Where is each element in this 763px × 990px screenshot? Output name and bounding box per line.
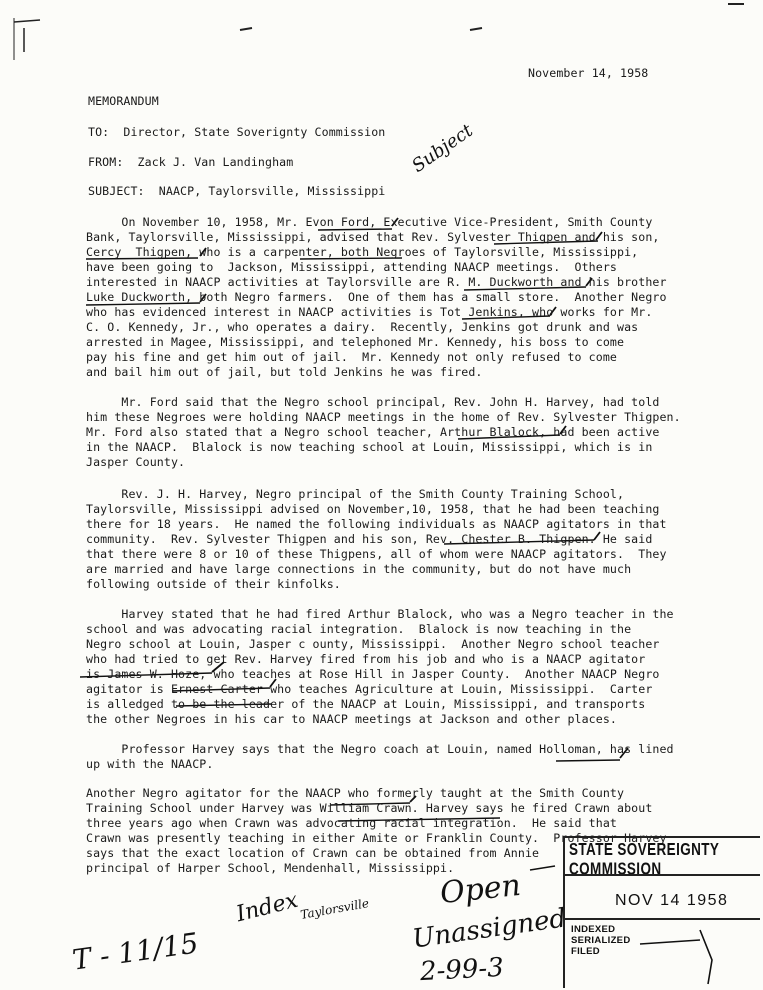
text-line: arrested in Magee, Mississippi, and telephoned Mr. Kennedy, his boss to come xyxy=(86,335,625,349)
handwritten-unassigned-note: Unassigned xyxy=(410,903,568,955)
text-line: is alledged to be the leader of the NAACP at Louin, Mississippi, and transports xyxy=(86,697,646,711)
stamp-heading: STATE SOVEREIGNTY COMMISSION xyxy=(569,839,720,879)
stamp-filed: FILED xyxy=(571,946,600,957)
text-line: Bank, Taylorsville, Mississippi, advised that Rev. Sylvester Thigpen and his son, xyxy=(86,230,660,244)
handwritten-file-number: 2-99-3 xyxy=(419,952,505,988)
text-line: On November 10, 1958, Mr. Evon Ford, Executive Vice-President, Smith County xyxy=(86,215,653,229)
text-line: pay his fine and get him out of jail. Mr. Kennedy not only refused to come xyxy=(86,350,618,364)
text-line: him these Negroes were holding NAACP meetings in the home of Rev. Sylvester Thigpen. xyxy=(86,410,681,424)
text-line: C. O. Kennedy, Jr., who operates a dairy. Recently, Jenkins got drunk and was xyxy=(86,320,639,334)
text-line: Jasper County. xyxy=(86,455,186,469)
text-line: three years ago when Crawn was advocating racial integration. He said that xyxy=(86,816,618,830)
text-line: in the NAACP. Blalock is now teaching school at Louin, Mississippi, which is in xyxy=(86,440,653,454)
stamp-date: NOV 14 1958 xyxy=(615,892,729,909)
handwritten-open-note: Open xyxy=(438,867,523,912)
text-line: up with the NAACP. xyxy=(86,757,214,771)
text-line: Luke Duckworth, both Negro farmers. One of them has a small store. Another Negro xyxy=(86,290,667,304)
text-line: community. Rev. Sylvester Thigpen and his son, Rev. Chester B. Thigpen. He said xyxy=(86,532,653,546)
text-line: Crawn was presently teaching in either Amite or Franklin County. Professor Harvey xyxy=(86,831,667,845)
text-line: principal of Harper School, Mendenhall, Mississippi. xyxy=(86,861,455,875)
text-line: is James W. Hoze, who teaches at Rose Hill in Jasper County. Another NAACP Negro xyxy=(86,667,660,681)
text-line: Cercy Thigpen, who is a carpenter, both Negroes of Taylorsville, Mississippi, xyxy=(86,245,639,259)
text-line: following outside of their kinfolks. xyxy=(86,577,341,591)
text-line: have been going to Jackson, Mississippi, attending NAACP meetings. Others xyxy=(86,260,618,274)
handwritten-subject-note: Subject xyxy=(408,120,477,177)
text-line: Harvey stated that he had fired Arthur Blalock, who was a Negro teacher in the xyxy=(86,607,674,621)
stamp-rule xyxy=(565,918,760,920)
text-line: interested in NAACP activities at Taylorsville are R. M. Duckworth and his brother xyxy=(86,275,667,289)
text-line: there for 18 years. He named the following individuals as NAACP agitators in that xyxy=(86,517,667,531)
text-line: are married and have large connections in the community, but do not have much xyxy=(86,562,632,576)
stamp-serialized: SERIALIZED xyxy=(571,935,631,946)
handwritten-bottom-left-note: T - 11/15 xyxy=(70,926,201,977)
text-line: Professor Harvey says that the Negro coach at Louin, named Holloman, has lined xyxy=(86,742,674,756)
subject-line: SUBJECT: NAACP, Taylorsville, Mississippi xyxy=(88,184,386,198)
stamp-rule xyxy=(565,874,760,876)
text-line: Rev. J. H. Harvey, Negro principal of the Smith County Training School, xyxy=(86,487,625,501)
handwritten-taylorsville-note: Taylorsville xyxy=(299,896,371,922)
text-line: Another Negro agitator for the NAACP who formerly taught at the Smith County xyxy=(86,786,625,800)
to-line: TO: Director, State Soverignty Commission xyxy=(88,125,386,139)
text-line: school and was advocating racial integration. Blalock is now teaching in the xyxy=(86,622,632,636)
text-line: who has evidenced interest in NAACP activities is Tot Jenkins, who works for Mr. xyxy=(86,305,653,319)
text-line: who had tried to get Rev. Harvey fired from his job and who is a NAACP agitator xyxy=(86,652,646,666)
text-line: agitator is Ernest Carter who teaches Agriculture at Louin, Mississippi. Carter xyxy=(86,682,653,696)
text-line: the other Negroes in his car to NAACP meetings at Jackson and other places. xyxy=(86,712,618,726)
text-line: and bail him out of jail, but told Jenkins he was fired. xyxy=(86,365,483,379)
text-line: that there were 8 or 10 of these Thigpens, all of whom were NAACP agitators. They xyxy=(86,547,667,561)
text-line: Mr. Ford also stated that a Negro school teacher, Arthur Blalock, had been active xyxy=(86,425,660,439)
text-line: Mr. Ford said that the Negro school principal, Rev. John H. Harvey, had told xyxy=(86,395,660,409)
memo-heading: MEMORANDUM xyxy=(88,94,159,108)
text-line: Taylorsville, Mississippi advised on November,10, 1958, that he had been teaching xyxy=(86,502,660,516)
text-line: says that the exact location of Crawn can be obtained from Annie xyxy=(86,846,540,860)
memo-date: November 14, 1958 xyxy=(528,66,649,80)
text-line: Negro school at Louin, Jasper c ounty, Mississippi. Another Negro school teacher xyxy=(86,637,660,651)
text-line: Training School under Harvey was William Crawn. Harvey says he fired Crawn about xyxy=(86,801,653,815)
handwritten-index-note: Index xyxy=(233,887,301,928)
stamp-indexed: INDEXED xyxy=(571,924,616,935)
from-line: FROM: Zack J. Van Landingham xyxy=(88,155,294,169)
commission-stamp xyxy=(563,836,760,988)
